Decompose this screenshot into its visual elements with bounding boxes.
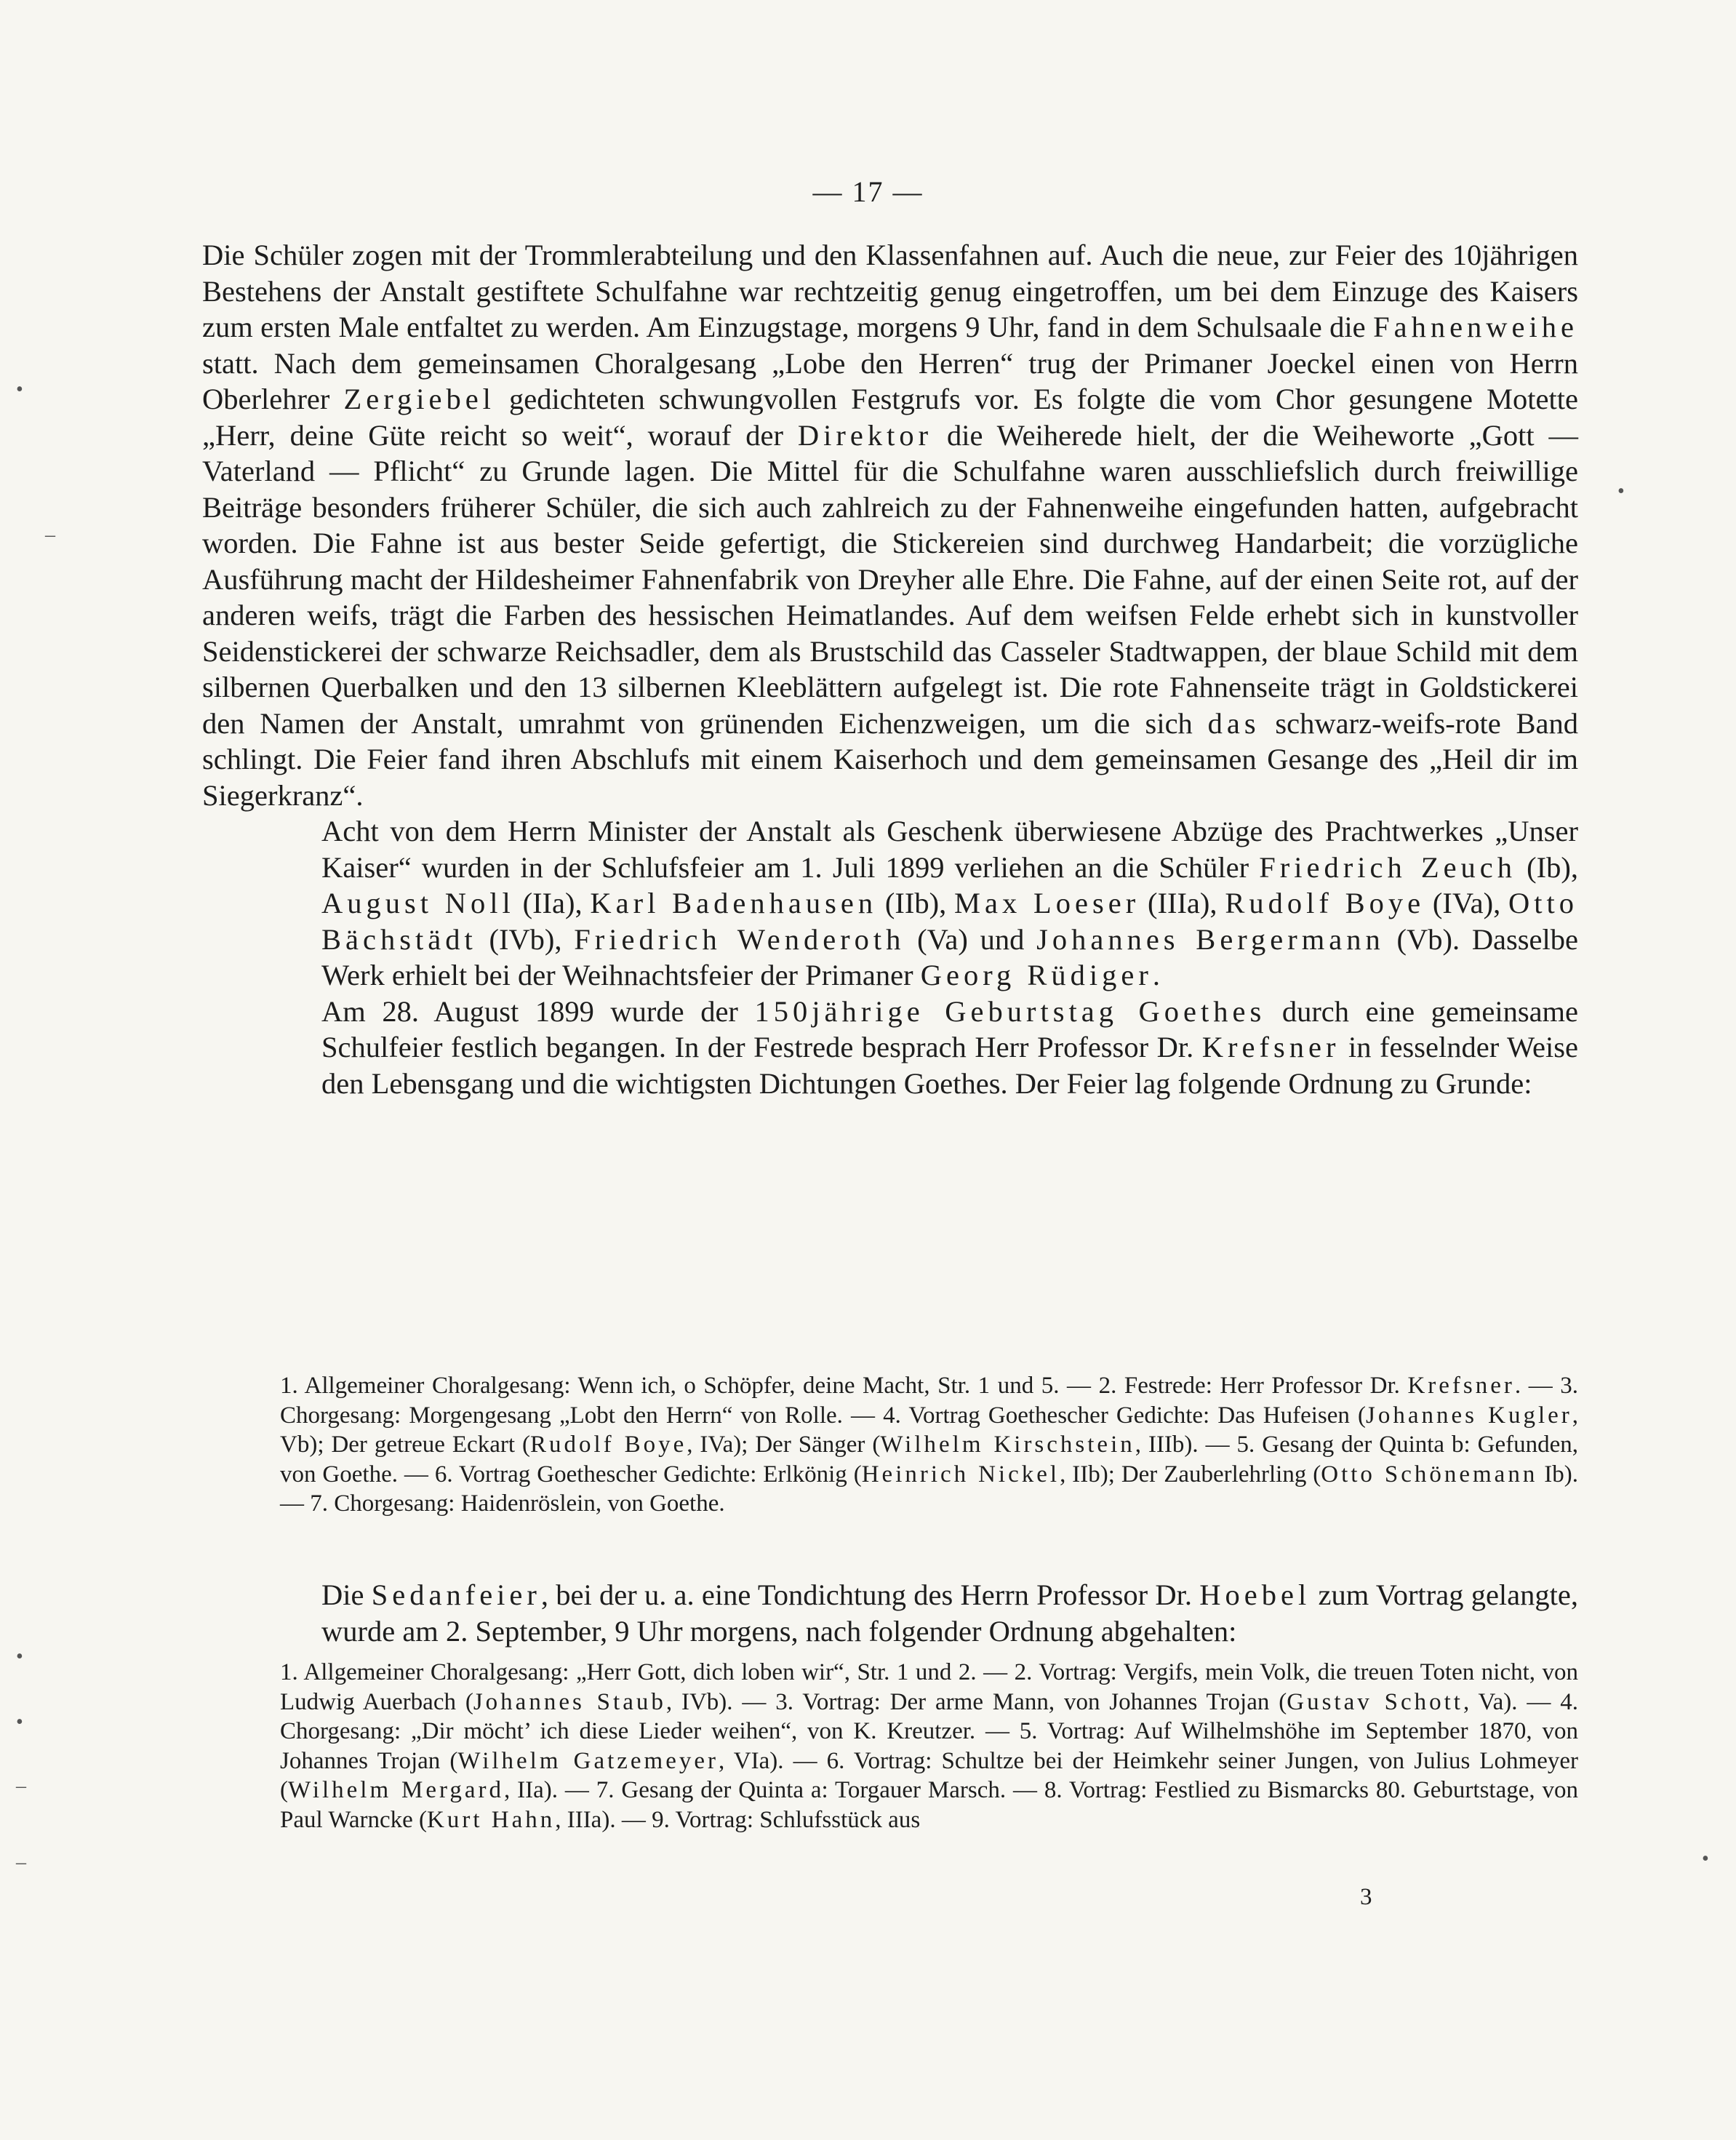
text-run: Die xyxy=(321,1578,364,1611)
page-number: — 17 — xyxy=(812,175,924,208)
margin-mark: – xyxy=(16,1851,26,1874)
text-run: , bei der u. a. eine Tondichtung des Herrn Professor Dr. xyxy=(540,1578,1193,1611)
text-run: (Va) und xyxy=(917,922,1025,956)
text-run: (IVa), xyxy=(1432,887,1501,919)
text-run: . xyxy=(1152,959,1160,991)
margin-mark: • xyxy=(1702,1848,1709,1870)
text-run: (Ib), xyxy=(1527,850,1579,884)
text-run: , IIIb). — 5. Gesang der Quinta b: Gefunden, von Goethe. — 6. Vortrag Goethescher Gedichte: Erlkönig ( xyxy=(280,1432,1578,1488)
spaced-name: Johannes Staub xyxy=(473,1688,666,1715)
margin-mark: – xyxy=(45,524,55,546)
spaced-name: Wilhelm Gatzemeyer xyxy=(457,1747,719,1774)
spaced-name: Max Loeser xyxy=(953,887,1140,919)
spaced-name: August Noll xyxy=(321,887,515,919)
spaced-name: Friedrich Wenderoth xyxy=(574,922,905,956)
spaced-term: Direktor xyxy=(797,418,933,452)
paragraph-sedanfeier xyxy=(202,1577,1578,1649)
margin-mark: • xyxy=(16,1645,23,1668)
program-goethe xyxy=(280,1371,1578,1519)
spaced-name: Wilhelm Mergard xyxy=(288,1777,505,1803)
spaced-name: Otto Bächstädt xyxy=(321,887,1578,956)
spaced-name: Zergiebel xyxy=(343,383,495,415)
margin-mark: • xyxy=(16,1711,23,1733)
spaced-name: Wilhelm Kirschstein xyxy=(880,1432,1135,1458)
text-run: . — 3. Chorgesang: Morgengesang „Lobt den Herrn“ von Rolle. — 4. Vortrag Goethescher Gedichte: Das Hufeisen ( xyxy=(280,1373,1578,1429)
text-run: schwarz-weifs-rote Band schlingt. Die Feier fand ihren Abschlufs mit einem Kaiserhoch und dem gemeinsamen Gesange des „Heil dir im Siegerkranz“. xyxy=(202,706,1579,812)
text-run: Acht von dem Herrn Minister der Anstalt als Geschenk überwiesene Abzüge des Prachtwerkes „Unser Kaiser“ wurden in der Schlufsfeier am 1. Juli 1899 verliehen an die Schüler xyxy=(321,815,1578,884)
paragraph-sedanfeier-text xyxy=(202,1577,1578,1649)
spaced-name: Rudolf Boye xyxy=(1225,887,1425,919)
text-run: , VIa). — 6. Vortrag: Schultze bei der Heimkehr seiner Jungen, von Julius Lohmeyer ( xyxy=(280,1747,1578,1803)
text-run: (IVb), xyxy=(489,922,562,956)
spaced-name: Rudolf Boye xyxy=(529,1432,687,1458)
spaced-name: Georg Rüdiger xyxy=(920,959,1153,991)
spaced-term: das xyxy=(1207,706,1260,740)
paragraph-goethe xyxy=(202,994,1578,1102)
text-run: (IIb), xyxy=(884,887,947,919)
main-text-block xyxy=(202,237,1578,1101)
text-run: in fesselnder Weise den Lebensgang und die wichtigsten Dichtungen Goethes. Der Feier lag folgende Ordnung zu Grunde: xyxy=(321,1031,1578,1100)
text-run: 1. Allgemeiner Choralgesang: „Herr Gott, dich loben wir“, Str. 1 und 2. — 2. Vortrag: Vergifs, mein Volk, die treuen Toten nicht, von Ludwig Auerbach ( xyxy=(280,1659,1578,1715)
spaced-term: 150jährige Geburtstag Goethes xyxy=(754,994,1266,1028)
spaced-name: Kurt Hahn xyxy=(427,1806,556,1833)
text-run: , Va). — 4. Chorgesang: „Dir möcht’ ich diese Lieder weihen“, von K. Kreutzer. — 5. Vortrag: Auf Wilhelmshöhe im September 1870, von Johannes Trojan ( xyxy=(280,1688,1579,1774)
text-run: (IIa), xyxy=(522,887,583,919)
text-run: (Vb). Dasselbe Werk erhielt bei der Weihnachtsfeier der Primaner xyxy=(321,922,1579,991)
signature-mark: 3 xyxy=(1360,1884,1372,1910)
text-run: die Weiherede hielt, der die Weiheworte „Gott — Vaterland — Pflicht“ zu Grunde lagen. Die Mittel für die Schulfahne waren ausschliefslich durch freiwillige Beiträge besonders früherer Schüler, die sich auch zahlreich zu der Fahnenweihe eingefunden hatten, aufgebracht worden. Die Fahne ist aus bester Seide gefertigt, die Stickereien sind durchweg Handarbeit; die vorzügliche Ausführung macht der Hildesheimer Fahnenfabrik von Dreyher alle Ehre. Die Fahne, auf der einen Seite rot, auf der anderen weifs, trägt die Farben des hessischen Heimatlandes. Auf dem weifsen Felde erhebt sich in kunstvoller Seidenstickerei der schwarze Reichsadler, dem als Brustschild das Casseler Stadtwappen, der blaue Schild mit dem silbernen Querbalken und den 13 silbernen Kleeblättern aufgelegt ist. Die rote Fahnenseite trägt in Goldstickerei den Namen der Anstalt, umrahmt von grünenden Eichenzweigen, um die sich xyxy=(202,418,1578,740)
margin-mark: • xyxy=(1617,480,1625,503)
spaced-name: Heinrich Nickel xyxy=(861,1461,1060,1488)
text-run: gedichteten schwungvollen Festgrufs vor. Es folgte die vom Chor gesungene Motette „Herr, deine Güte reicht so weit“, worauf der xyxy=(202,383,1578,452)
text-run: , IVb). — 3. Vortrag: Der arme Mann, von Johannes Trojan ( xyxy=(665,1688,1287,1715)
text-run: , IVa); Der Sänger ( xyxy=(687,1432,881,1458)
text-run: Die Schüler zogen mit der Trommlerabteilung und den Klassenfahnen auf. Auch die neue, zur Feier des 10jährigen Bestehens der Anstalt gestiftete Schulfahne war rechtzeitig genug eingetroffen, um bei dem Einzuge des Kaisers zum ersten Male entfaltet zu werden. Am Einzugstage, morgens 9 Uhr, fand in dem Schulsaale die xyxy=(202,239,1578,343)
spaced-term: Sedanfeier xyxy=(371,1578,541,1611)
paragraph-prachtwerk xyxy=(202,813,1578,994)
spaced-name: Gustav Schott xyxy=(1287,1688,1463,1715)
spaced-name: Krefsner xyxy=(1407,1373,1515,1399)
text-run: , IIb); Der Zauberlehrling ( xyxy=(1060,1461,1321,1488)
spaced-name: Johannes Kugler xyxy=(1366,1402,1572,1429)
text-run: durch eine gemeinsame Schulfeier festlich begangen. In der Festrede besprach Herr Professor Dr. xyxy=(321,994,1579,1063)
text-run: , IIa). — 7. Gesang der Quinta a: Torgauer Marsch. — 8. Vortrag: Festlied zu Bismarcks 80. Geburtstage, von Paul Warncke ( xyxy=(280,1777,1579,1833)
spaced-name: Friedrich Zeuch xyxy=(1259,850,1517,884)
margin-mark: • xyxy=(16,378,23,401)
spaced-term: Fahnenweihe xyxy=(1373,311,1579,343)
text-run: Am 28. August 1899 wurde der xyxy=(321,994,738,1028)
spaced-name: Krefsner xyxy=(1201,1031,1340,1063)
text-run: , Vb); Der getreue Eckart ( xyxy=(280,1402,1578,1458)
text-run: 1. Allgemeiner Choralgesang: Wenn ich, o Schöpfer, deine Macht, Str. 1 und 5. — 2. Festrede: Herr Professor Dr. xyxy=(280,1373,1400,1399)
text-run: Ib). — 7. Chorgesang: Haidenröslein, von Goethe. xyxy=(280,1461,1578,1517)
spaced-name: Hoebel xyxy=(1199,1578,1311,1611)
spaced-name: Otto Schönemann xyxy=(1321,1461,1538,1488)
spaced-name: Johannes Bergermann xyxy=(1036,922,1385,956)
text-run: zum Vortrag gelangte, wurde am 2. September, 9 Uhr morgens, nach folgender Ordnung abgehalten: xyxy=(321,1578,1579,1648)
spaced-name: Karl Badenhausen xyxy=(590,887,878,919)
program-sedan xyxy=(280,1658,1578,1834)
text-run: statt. Nach dem gemeinsamen Choralgesang „Lobe den Herren“ trug der Primaner Joeckel einen von Herrn Oberlehrer xyxy=(202,346,1578,415)
text-run: , IIIa). — 9. Vortrag: Schlufsstück aus xyxy=(555,1806,921,1833)
margin-mark: – xyxy=(16,1775,26,1797)
text-run: (IIIa), xyxy=(1147,887,1217,919)
paragraph-fahnenweihe xyxy=(202,237,1578,813)
